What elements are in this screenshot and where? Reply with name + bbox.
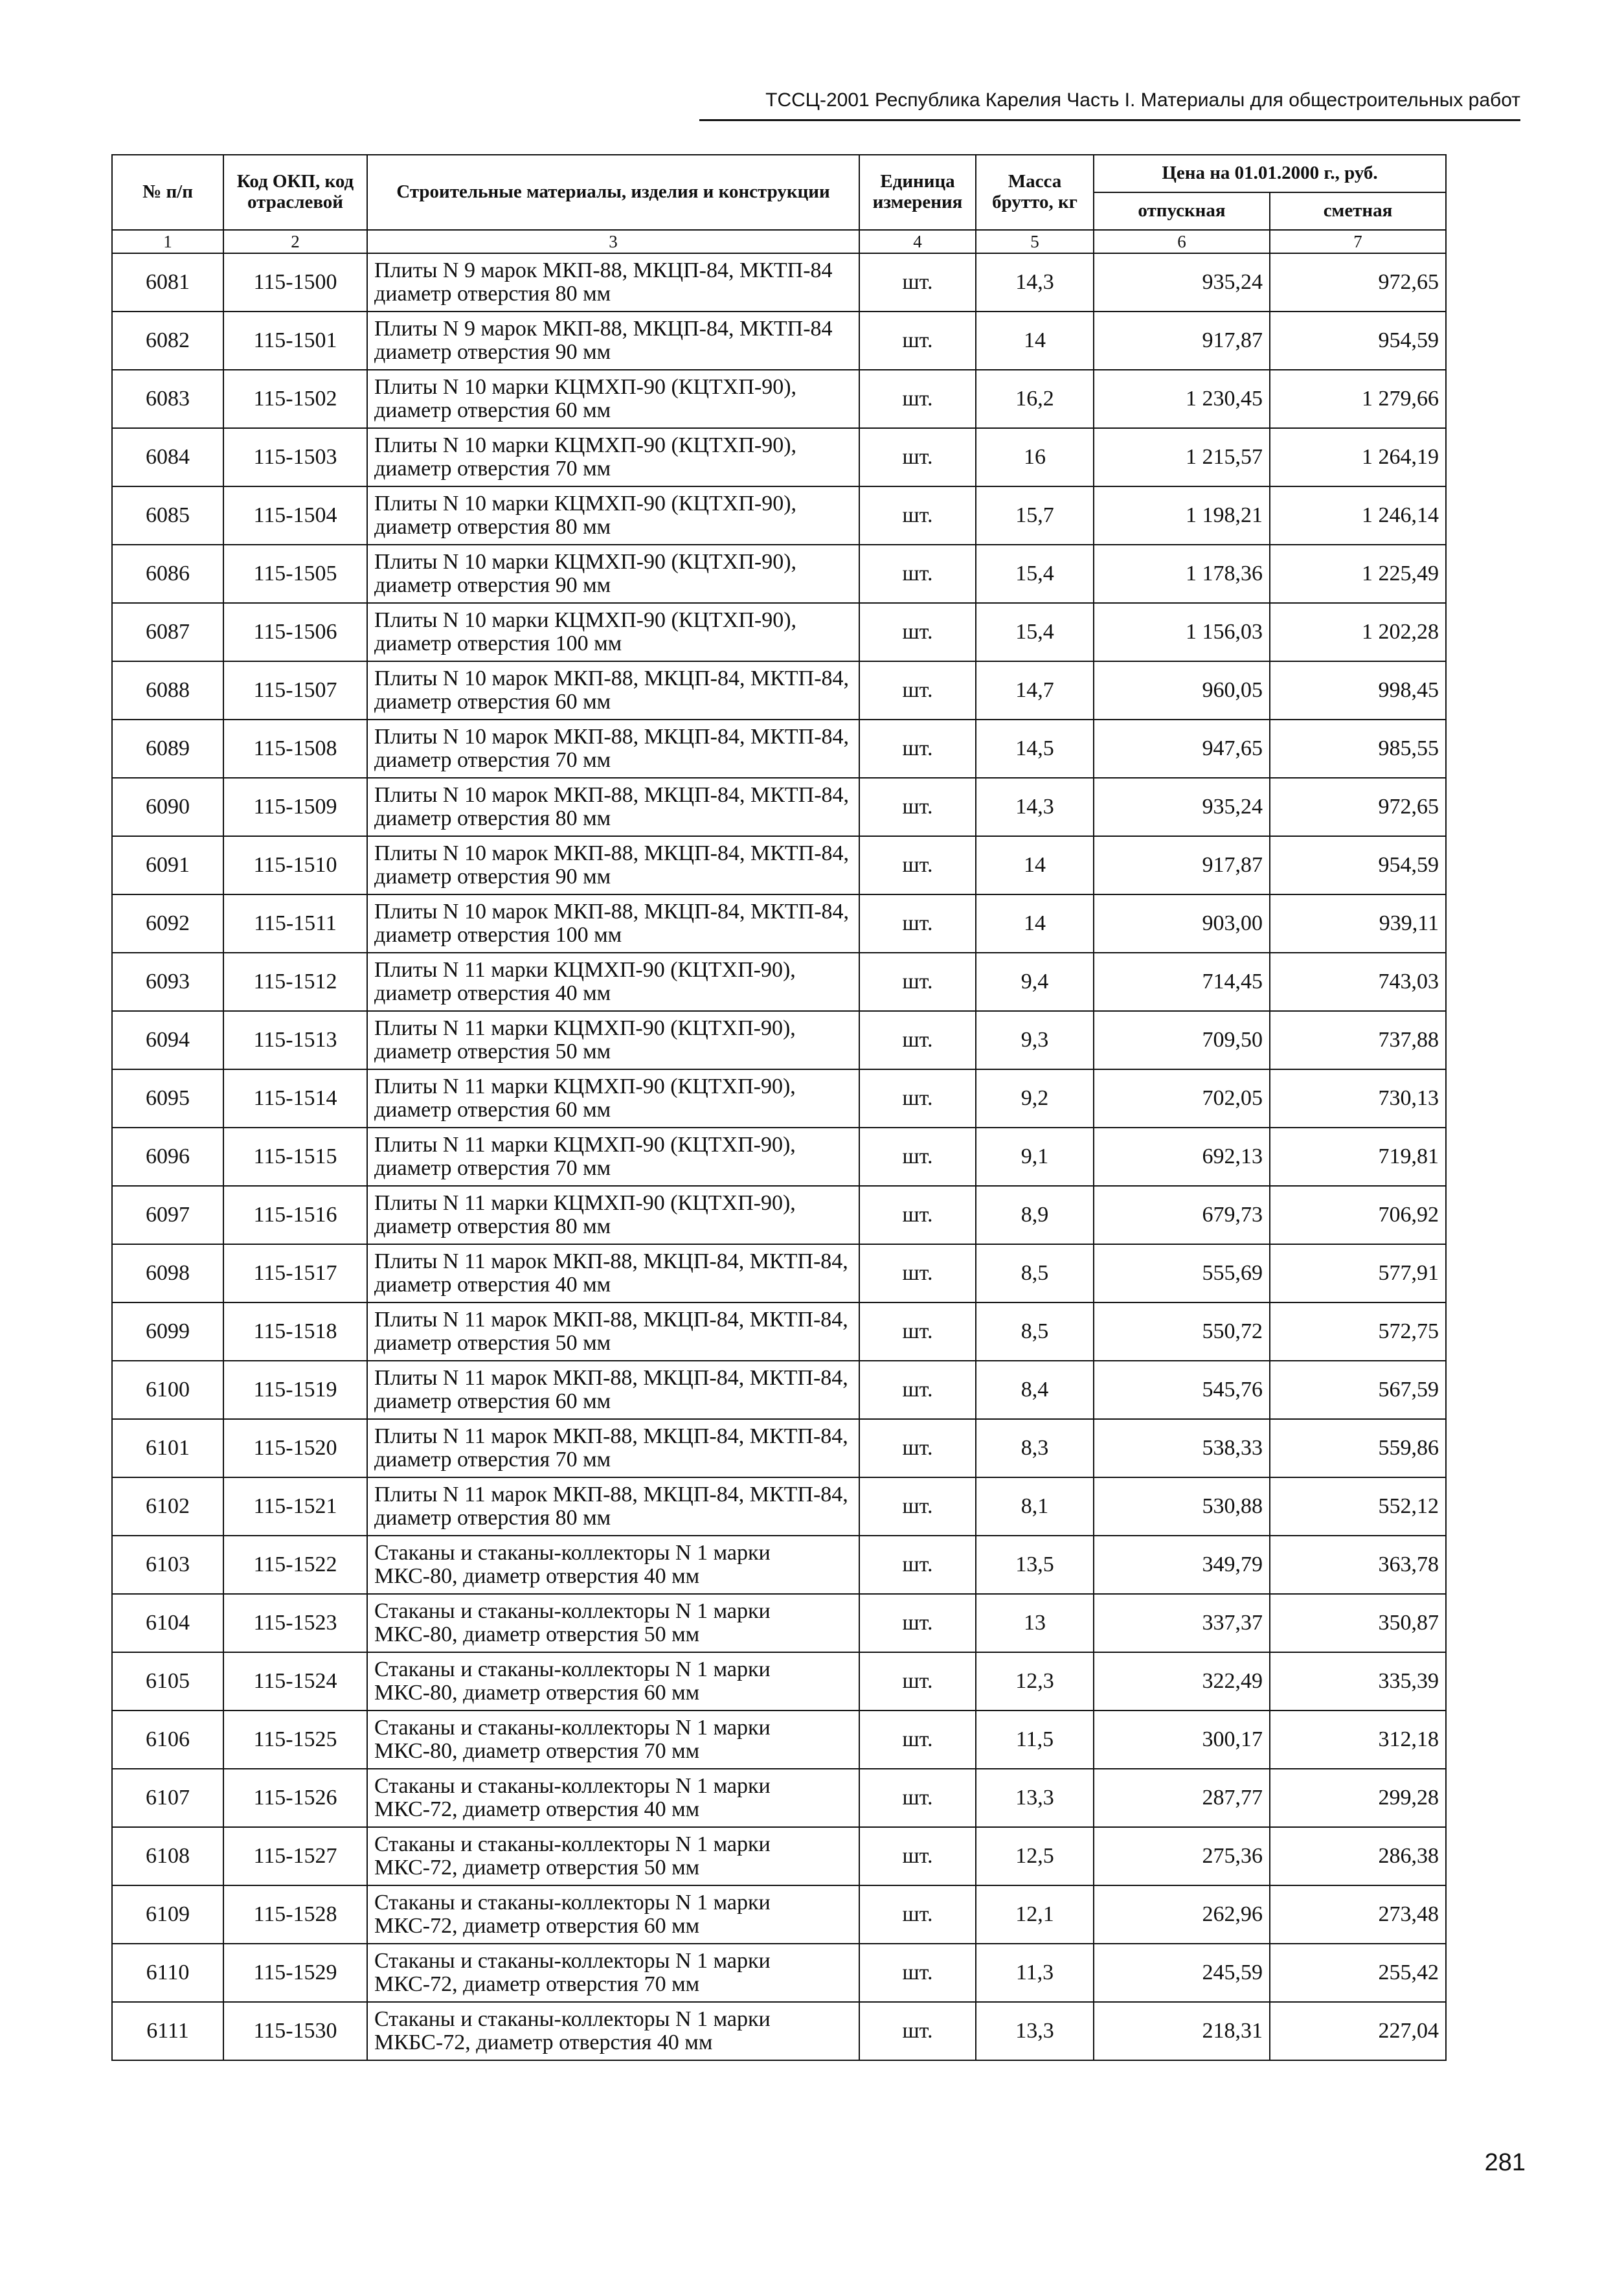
okp-code: 115-1517 <box>223 1244 367 1302</box>
okp-code: 115-1520 <box>223 1419 367 1477</box>
unit-of-measure: шт. <box>859 661 976 720</box>
price-estimate: 954,59 <box>1270 836 1446 894</box>
unit-of-measure: шт. <box>859 312 976 370</box>
price-estimate: 972,65 <box>1270 253 1446 312</box>
price-estimate: 972,65 <box>1270 778 1446 836</box>
okp-code: 115-1525 <box>223 1711 367 1769</box>
price-release: 917,87 <box>1094 312 1270 370</box>
okp-code: 115-1524 <box>223 1652 367 1711</box>
gross-mass: 14 <box>976 836 1094 894</box>
price-release: 714,45 <box>1094 953 1270 1011</box>
table-row <box>112 486 1446 545</box>
okp-code: 115-1523 <box>223 1594 367 1652</box>
row-number: 6087 <box>112 603 223 661</box>
price-estimate: 286,38 <box>1270 1827 1446 1885</box>
col-header-unit: Единица измерения <box>859 155 976 230</box>
column-number: 5 <box>976 230 1094 253</box>
price-estimate: 1 202,28 <box>1270 603 1446 661</box>
price-estimate: 730,13 <box>1270 1069 1446 1128</box>
table-row <box>112 720 1446 778</box>
table-row <box>112 1711 1446 1769</box>
material-name: Плиты N 10 марки КЦМХП-90 (КЦТХП-90), диаметр отверстия 70 мм <box>367 428 859 486</box>
gross-mass: 13,3 <box>976 1769 1094 1827</box>
price-estimate: 312,18 <box>1270 1711 1446 1769</box>
material-name: Стаканы и стаканы-коллекторы N 1 марки МКС-72, диаметр отверстия 40 мм <box>367 1769 859 1827</box>
table-row <box>112 428 1446 486</box>
material-name: Плиты N 9 марок МКП-88, МКЦП-84, МКТП-84 диаметр отверстия 80 мм <box>367 253 859 312</box>
material-name: Плиты N 10 марки КЦМХП-90 (КЦТХП-90), диаметр отверстия 100 мм <box>367 603 859 661</box>
unit-of-measure: шт. <box>859 778 976 836</box>
row-number: 6097 <box>112 1186 223 1244</box>
okp-code: 115-1512 <box>223 953 367 1011</box>
okp-code: 115-1505 <box>223 545 367 603</box>
price-release: 1 230,45 <box>1094 370 1270 428</box>
price-release: 245,59 <box>1094 1944 1270 2002</box>
table-row <box>112 370 1446 428</box>
price-release: 1 215,57 <box>1094 428 1270 486</box>
row-number: 6089 <box>112 720 223 778</box>
column-number: 3 <box>367 230 859 253</box>
page-number: 281 <box>1484 2149 1526 2176</box>
row-number: 6105 <box>112 1652 223 1711</box>
unit-of-measure: шт. <box>859 1827 976 1885</box>
unit-of-measure: шт. <box>859 1244 976 1302</box>
table-row <box>112 1128 1446 1186</box>
row-number: 6088 <box>112 661 223 720</box>
row-number: 6107 <box>112 1769 223 1827</box>
price-release: 550,72 <box>1094 1302 1270 1361</box>
gross-mass: 12,3 <box>976 1652 1094 1711</box>
material-name: Плиты N 11 марки КЦМХП-90 (КЦТХП-90), диаметр отверстия 50 мм <box>367 1011 859 1069</box>
okp-code: 115-1503 <box>223 428 367 486</box>
unit-of-measure: шт. <box>859 720 976 778</box>
price-release: 275,36 <box>1094 1827 1270 1885</box>
gross-mass: 14,7 <box>976 661 1094 720</box>
material-name: Плиты N 11 марки КЦМХП-90 (КЦТХП-90), диаметр отверстия 40 мм <box>367 953 859 1011</box>
unit-of-measure: шт. <box>859 1477 976 1536</box>
row-number: 6096 <box>112 1128 223 1186</box>
unit-of-measure: шт. <box>859 836 976 894</box>
gross-mass: 14 <box>976 312 1094 370</box>
running-header: ТССЦ-2001 Республика Карелия Часть I. Материалы для общестроительных работ <box>699 89 1520 121</box>
material-name: Стаканы и стаканы-коллекторы N 1 марки МКС-80, диаметр отверстия 40 мм <box>367 1536 859 1594</box>
row-number: 6099 <box>112 1302 223 1361</box>
price-release: 935,24 <box>1094 778 1270 836</box>
okp-code: 115-1516 <box>223 1186 367 1244</box>
price-estimate: 1 246,14 <box>1270 486 1446 545</box>
price-release: 262,96 <box>1094 1885 1270 1944</box>
table-row <box>112 1536 1446 1594</box>
gross-mass: 8,4 <box>976 1361 1094 1419</box>
unit-of-measure: шт. <box>859 370 976 428</box>
unit-of-measure: шт. <box>859 894 976 953</box>
material-name: Стаканы и стаканы-коллекторы N 1 марки МКС-80, диаметр отверстия 50 мм <box>367 1594 859 1652</box>
price-release: 545,76 <box>1094 1361 1270 1419</box>
price-estimate: 954,59 <box>1270 312 1446 370</box>
okp-code: 115-1502 <box>223 370 367 428</box>
price-release: 702,05 <box>1094 1069 1270 1128</box>
table-row <box>112 1827 1446 1885</box>
price-estimate: 350,87 <box>1270 1594 1446 1652</box>
price-release: 947,65 <box>1094 720 1270 778</box>
gross-mass: 12,1 <box>976 1885 1094 1944</box>
price-estimate: 227,04 <box>1270 2002 1446 2060</box>
unit-of-measure: шт. <box>859 1536 976 1594</box>
unit-of-measure: шт. <box>859 1885 976 1944</box>
col-header-price-estimate: сметная <box>1270 192 1446 230</box>
unit-of-measure: шт. <box>859 1128 976 1186</box>
okp-code: 115-1515 <box>223 1128 367 1186</box>
okp-code: 115-1514 <box>223 1069 367 1128</box>
material-name: Стаканы и стаканы-коллекторы N 1 марки МКС-80, диаметр отверстия 60 мм <box>367 1652 859 1711</box>
material-name: Плиты N 11 марок МКП-88, МКЦП-84, МКТП-84, диаметр отверстия 70 мм <box>367 1419 859 1477</box>
price-estimate: 552,12 <box>1270 1477 1446 1536</box>
row-number: 6106 <box>112 1711 223 1769</box>
table-row <box>112 1652 1446 1711</box>
price-release: 935,24 <box>1094 253 1270 312</box>
price-release: 349,79 <box>1094 1536 1270 1594</box>
col-header-mass: Масса брутто, кг <box>976 155 1094 230</box>
material-name: Плиты N 10 марок МКП-88, МКЦП-84, МКТП-84, диаметр отверстия 60 мм <box>367 661 859 720</box>
unit-of-measure: шт. <box>859 2002 976 2060</box>
table-row <box>112 1769 1446 1827</box>
row-number: 6095 <box>112 1069 223 1128</box>
material-name: Стаканы и стаканы-коллекторы N 1 марки МКС-80, диаметр отверстия 70 мм <box>367 1711 859 1769</box>
row-number: 6109 <box>112 1885 223 1944</box>
table-row <box>112 1477 1446 1536</box>
row-number: 6091 <box>112 836 223 894</box>
price-estimate: 1 279,66 <box>1270 370 1446 428</box>
unit-of-measure: шт. <box>859 1069 976 1128</box>
price-release: 337,37 <box>1094 1594 1270 1652</box>
column-number: 1 <box>112 230 223 253</box>
price-estimate: 985,55 <box>1270 720 1446 778</box>
column-number: 6 <box>1094 230 1270 253</box>
row-number: 6085 <box>112 486 223 545</box>
okp-code: 115-1518 <box>223 1302 367 1361</box>
unit-of-measure: шт. <box>859 1302 976 1361</box>
okp-code: 115-1506 <box>223 603 367 661</box>
table-row <box>112 1944 1446 2002</box>
column-number: 7 <box>1270 230 1446 253</box>
okp-code: 115-1519 <box>223 1361 367 1419</box>
unit-of-measure: шт. <box>859 1186 976 1244</box>
gross-mass: 11,5 <box>976 1711 1094 1769</box>
unit-of-measure: шт. <box>859 1652 976 1711</box>
table-row <box>112 1244 1446 1302</box>
price-estimate: 559,86 <box>1270 1419 1446 1477</box>
material-name: Плиты N 11 марки КЦМХП-90 (КЦТХП-90), диаметр отверстия 60 мм <box>367 1069 859 1128</box>
price-estimate: 939,11 <box>1270 894 1446 953</box>
gross-mass: 15,7 <box>976 486 1094 545</box>
gross-mass: 8,5 <box>976 1302 1094 1361</box>
price-release: 1 156,03 <box>1094 603 1270 661</box>
table-row <box>112 1419 1446 1477</box>
row-number: 6108 <box>112 1827 223 1885</box>
price-release: 530,88 <box>1094 1477 1270 1536</box>
gross-mass: 13 <box>976 1594 1094 1652</box>
okp-code: 115-1508 <box>223 720 367 778</box>
okp-code: 115-1527 <box>223 1827 367 1885</box>
okp-code: 115-1510 <box>223 836 367 894</box>
price-release: 300,17 <box>1094 1711 1270 1769</box>
table-row <box>112 2002 1446 2060</box>
row-number: 6092 <box>112 894 223 953</box>
price-estimate: 1 225,49 <box>1270 545 1446 603</box>
material-name: Плиты N 11 марок МКП-88, МКЦП-84, МКТП-84, диаметр отверстия 40 мм <box>367 1244 859 1302</box>
gross-mass: 13,3 <box>976 2002 1094 2060</box>
row-number: 6103 <box>112 1536 223 1594</box>
price-release: 679,73 <box>1094 1186 1270 1244</box>
price-estimate: 363,78 <box>1270 1536 1446 1594</box>
material-name: Плиты N 10 марок МКП-88, МКЦП-84, МКТП-84, диаметр отверстия 90 мм <box>367 836 859 894</box>
table-row <box>112 312 1446 370</box>
row-number: 6094 <box>112 1011 223 1069</box>
price-release: 709,50 <box>1094 1011 1270 1069</box>
price-release: 322,49 <box>1094 1652 1270 1711</box>
okp-code: 115-1504 <box>223 486 367 545</box>
table-row <box>112 836 1446 894</box>
okp-code: 115-1500 <box>223 253 367 312</box>
table-row <box>112 545 1446 603</box>
gross-mass: 9,4 <box>976 953 1094 1011</box>
okp-code: 115-1522 <box>223 1536 367 1594</box>
unit-of-measure: шт. <box>859 1419 976 1477</box>
price-release: 218,31 <box>1094 2002 1270 2060</box>
row-number: 6084 <box>112 428 223 486</box>
price-release: 692,13 <box>1094 1128 1270 1186</box>
gross-mass: 16,2 <box>976 370 1094 428</box>
material-name: Плиты N 10 марки КЦМХП-90 (КЦТХП-90), диаметр отверстия 90 мм <box>367 545 859 603</box>
okp-code: 115-1501 <box>223 312 367 370</box>
price-estimate: 299,28 <box>1270 1769 1446 1827</box>
material-name: Стаканы и стаканы-коллекторы N 1 марки МКС-72, диаметр отверстия 60 мм <box>367 1885 859 1944</box>
material-name: Стаканы и стаканы-коллекторы N 1 марки МКС-72, диаметр отверстия 50 мм <box>367 1827 859 1885</box>
row-number: 6086 <box>112 545 223 603</box>
gross-mass: 14,3 <box>976 253 1094 312</box>
gross-mass: 13,5 <box>976 1536 1094 1594</box>
material-name: Плиты N 10 марок МКП-88, МКЦП-84, МКТП-84, диаметр отверстия 80 мм <box>367 778 859 836</box>
table-row <box>112 778 1446 836</box>
price-estimate: 255,42 <box>1270 1944 1446 2002</box>
price-release: 1 178,36 <box>1094 545 1270 603</box>
unit-of-measure: шт. <box>859 428 976 486</box>
gross-mass: 14 <box>976 894 1094 953</box>
price-estimate: 1 264,19 <box>1270 428 1446 486</box>
unit-of-measure: шт. <box>859 545 976 603</box>
okp-code: 115-1513 <box>223 1011 367 1069</box>
material-name: Плиты N 11 марки КЦМХП-90 (КЦТХП-90), диаметр отверстия 80 мм <box>367 1186 859 1244</box>
okp-code: 115-1526 <box>223 1769 367 1827</box>
okp-code: 115-1530 <box>223 2002 367 2060</box>
row-number: 6082 <box>112 312 223 370</box>
price-estimate: 335,39 <box>1270 1652 1446 1711</box>
row-number: 6111 <box>112 2002 223 2060</box>
col-header-code: Код ОКП, код отраслевой <box>223 155 367 230</box>
gross-mass: 8,9 <box>976 1186 1094 1244</box>
table-row <box>112 661 1446 720</box>
price-estimate: 743,03 <box>1270 953 1446 1011</box>
row-number: 6081 <box>112 253 223 312</box>
row-number: 6090 <box>112 778 223 836</box>
material-name: Плиты N 11 марок МКП-88, МКЦП-84, МКТП-84, диаметр отверстия 60 мм <box>367 1361 859 1419</box>
table-row <box>112 1069 1446 1128</box>
gross-mass: 9,1 <box>976 1128 1094 1186</box>
unit-of-measure: шт. <box>859 486 976 545</box>
col-header-name: Строительные материалы, изделия и конструкции <box>367 155 859 230</box>
table-row <box>112 1885 1446 1944</box>
okp-code: 115-1509 <box>223 778 367 836</box>
price-table <box>111 154 1447 2061</box>
price-estimate: 719,81 <box>1270 1128 1446 1186</box>
price-estimate: 273,48 <box>1270 1885 1446 1944</box>
table-row <box>112 253 1446 312</box>
unit-of-measure: шт. <box>859 1769 976 1827</box>
col-header-price-release: отпускная <box>1094 192 1270 230</box>
material-name: Плиты N 10 марок МКП-88, МКЦП-84, МКТП-84, диаметр отверстия 70 мм <box>367 720 859 778</box>
gross-mass: 9,3 <box>976 1011 1094 1069</box>
material-name: Стаканы и стаканы-коллекторы N 1 марки МКБС-72, диаметр отверстия 40 мм <box>367 2002 859 2060</box>
unit-of-measure: шт. <box>859 253 976 312</box>
column-number: 2 <box>223 230 367 253</box>
price-release: 555,69 <box>1094 1244 1270 1302</box>
material-name: Плиты N 10 марок МКП-88, МКЦП-84, МКТП-84, диаметр отверстия 100 мм <box>367 894 859 953</box>
material-name: Плиты N 11 марок МКП-88, МКЦП-84, МКТП-84, диаметр отверстия 80 мм <box>367 1477 859 1536</box>
gross-mass: 16 <box>976 428 1094 486</box>
gross-mass: 8,3 <box>976 1419 1094 1477</box>
price-estimate: 998,45 <box>1270 661 1446 720</box>
unit-of-measure: шт. <box>859 1711 976 1769</box>
table-row <box>112 1011 1446 1069</box>
price-estimate: 706,92 <box>1270 1186 1446 1244</box>
price-estimate: 577,91 <box>1270 1244 1446 1302</box>
price-estimate: 567,59 <box>1270 1361 1446 1419</box>
gross-mass: 15,4 <box>976 603 1094 661</box>
table-row <box>112 1594 1446 1652</box>
gross-mass: 14,5 <box>976 720 1094 778</box>
material-name: Плиты N 11 марки КЦМХП-90 (КЦТХП-90), диаметр отверстия 70 мм <box>367 1128 859 1186</box>
row-number: 6101 <box>112 1419 223 1477</box>
gross-mass: 9,2 <box>976 1069 1094 1128</box>
okp-code: 115-1507 <box>223 661 367 720</box>
price-release: 287,77 <box>1094 1769 1270 1827</box>
unit-of-measure: шт. <box>859 953 976 1011</box>
row-number: 6083 <box>112 370 223 428</box>
material-name: Стаканы и стаканы-коллекторы N 1 марки МКС-72, диаметр отверстия 70 мм <box>367 1944 859 2002</box>
unit-of-measure: шт. <box>859 1594 976 1652</box>
row-number: 6102 <box>112 1477 223 1536</box>
okp-code: 115-1511 <box>223 894 367 953</box>
unit-of-measure: шт. <box>859 1361 976 1419</box>
row-number: 6110 <box>112 1944 223 2002</box>
col-header-price-group: Цена на 01.01.2000 г., руб. <box>1094 155 1446 192</box>
price-release: 1 198,21 <box>1094 486 1270 545</box>
table-row <box>112 1361 1446 1419</box>
price-release: 960,05 <box>1094 661 1270 720</box>
price-estimate: 737,88 <box>1270 1011 1446 1069</box>
gross-mass: 12,5 <box>976 1827 1094 1885</box>
price-estimate: 572,75 <box>1270 1302 1446 1361</box>
row-number: 6098 <box>112 1244 223 1302</box>
material-name: Плиты N 11 марок МКП-88, МКЦП-84, МКТП-84, диаметр отверстия 50 мм <box>367 1302 859 1361</box>
material-name: Плиты N 9 марок МКП-88, МКЦП-84, МКТП-84 диаметр отверстия 90 мм <box>367 312 859 370</box>
row-number: 6104 <box>112 1594 223 1652</box>
table-row <box>112 1186 1446 1244</box>
table-row <box>112 603 1446 661</box>
okp-code: 115-1521 <box>223 1477 367 1536</box>
price-release: 903,00 <box>1094 894 1270 953</box>
gross-mass: 14,3 <box>976 778 1094 836</box>
gross-mass: 11,3 <box>976 1944 1094 2002</box>
column-number-row <box>112 230 1446 253</box>
price-release: 538,33 <box>1094 1419 1270 1477</box>
unit-of-measure: шт. <box>859 1944 976 2002</box>
gross-mass: 15,4 <box>976 545 1094 603</box>
table-row <box>112 1302 1446 1361</box>
price-table-body <box>112 253 1446 2060</box>
table-row <box>112 953 1446 1011</box>
row-number: 6093 <box>112 953 223 1011</box>
gross-mass: 8,5 <box>976 1244 1094 1302</box>
okp-code: 115-1529 <box>223 1944 367 2002</box>
col-header-num: № п/п <box>112 155 223 230</box>
unit-of-measure: шт. <box>859 603 976 661</box>
row-number: 6100 <box>112 1361 223 1419</box>
column-number: 4 <box>859 230 976 253</box>
gross-mass: 8,1 <box>976 1477 1094 1536</box>
material-name: Плиты N 10 марки КЦМХП-90 (КЦТХП-90), диаметр отверстия 60 мм <box>367 370 859 428</box>
okp-code: 115-1528 <box>223 1885 367 1944</box>
unit-of-measure: шт. <box>859 1011 976 1069</box>
price-release: 917,87 <box>1094 836 1270 894</box>
table-row <box>112 894 1446 953</box>
material-name: Плиты N 10 марки КЦМХП-90 (КЦТХП-90), диаметр отверстия 80 мм <box>367 486 859 545</box>
